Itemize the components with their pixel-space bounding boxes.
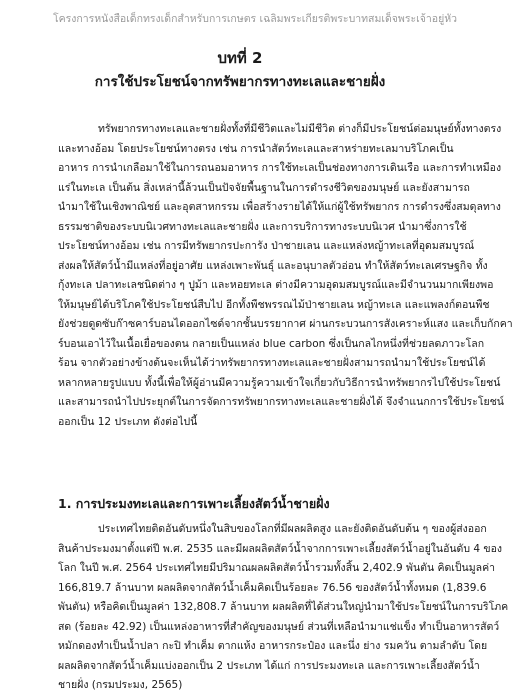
paragraph-line: พันตัน) หรือคิดเป็นมูลค่า 132,808.7 ล้านบาท ผลผลิตที่ได้ส่วนใหญ่นำมาใช้ประโยชน์ในการบริโภค <box>58 601 509 613</box>
paragraph-line: โลก ในปี พ.ศ. 2564 ประเทศไทยมีปริมาณผลผลิตสัตว์น้ำรวมทั้งสิ้น 2,402.9 พันตัน คิดเป็นมูลค่า <box>58 562 496 574</box>
running-header: โครงการหนังสือเด็กทรงเด็กสำหรับการเกษตร เฉลิมพระเกียรติพระบาทสมเด็จพระเจ้าอยู่หัว <box>52 13 458 25</box>
paragraph-line: ผลผลิตจากสัตว์น้ำเค็มแบ่งออกเป็น 2 ประเภท ได้แก่ การประมงทะเล และการเพาะเลี้ยงสัตว์น้ำ <box>58 659 480 672</box>
paragraph-line: หลากหลายรูปแบบ ทั้งนี้เพื่อให้ผู้อ่านมีความรู้ความเข้าใจเกี่ยวกับวิธีการนำทรัพยากรไปใช้ประโยชน์ <box>58 376 501 389</box>
paragraph-line: ธรรมชาติของระบบนิเวศทางทะเลและชายฝั่ง และการบริการทางระบบนิเวศ นำมาซึ่งการใช้ <box>58 220 467 233</box>
paragraph-line: ร้อน จากตัวอย่างข้างต้นจะเห็นได้ว่าทรัพยากรทางทะเลและชายฝั่งสามารถนำมาใช้ประโยชน์ได้ <box>58 357 486 369</box>
paragraph-line: และทางอ้อม โดยประโยชน์ทางตรง เช่น การนำสัตว์ทะเลและสาหร่ายทะเลมาบริโภคเป็น <box>58 142 454 155</box>
paragraph-line: แร่ในทะเล เป็นต้น สิ่งเหล่านี้ล้วนเป็นปัจจัยพื้นฐานในการดำรงชีวิตของมนุษย์ และยังสามารถ <box>58 181 470 194</box>
paragraph-line: ส่งผลให้สัตว์น้ำมีแหล่งที่อยู่อาศัย แหล่งเพาะพันธุ์ และอนุบาลตัวอ่อน ทำให้สัตว์ทะเลเศรษฐกิจ ทั้ง <box>58 259 488 272</box>
paragraph-line: 166,819.7 ล้านบาท ผลผลิตจากสัตว์น้ำเค็มคิดเป็นร้อยละ 76.56 ของสัตว์น้ำทั้งหมด (1,839.6 <box>58 581 487 594</box>
paragraph-line: หมักดองทำเป็นน้ำปลา กะปิ ทำเค็ม ตากแห้ง อาหารกระป๋อง และนึ่ง ย่าง รมควัน ตามลำดับ โดย <box>58 640 488 652</box>
paragraph-line: ทรัพยากรทางทะเลและชายฝั่งทั้งที่มีชีวิตและไม่มีชีวิต ต่างก็มีประโยชน์ต่อมนุษย์ทั้งทางตรง <box>98 123 502 135</box>
paragraph-line: ร์บอนเอาไว้ในเนื้อเยื่อของตน กลายเป็นแหล่ง blue carbon ซึ่งเป็นกลไกหนึ่งที่ช่วยลดภาวะโลก <box>58 337 485 350</box>
paragraph-line: ประโยชน์ทางอ้อม เช่น การมีทรัพยากรปะการัง ป่าชายเลน และแหล่งหญ้าทะเลที่อุดมสมบูรณ์ <box>58 240 475 252</box>
paragraph-line: และสามารถนำไปประยุกต์ในการจัดการทรัพยากรทางทะเลและชายฝั่งได้ จึงจำแนกการใช้ประโยชน์ <box>58 396 504 408</box>
paragraph-line: ให้มนุษย์ได้บริโภคใช้ประโยชน์สืบไป อีกทั้งพืชพรรณไม้ป่าชายเลน หญ้าทะเล และแพลงก์ตอนพืช <box>58 298 490 311</box>
chapter-number: บทที่ 2 <box>217 49 263 67</box>
paragraph-line: ยังช่วยดูดซับก๊าซคาร์บอนไดออกไซด์จากชั้นบรรยากาศ ผ่านกระบวนการสังเคราะห์แสง และเก็บกักคา <box>58 318 513 330</box>
paragraph-line: กุ้งทะเล ปลาทะเลชนิดต่าง ๆ ปูม้า และหอยทะเล ต่างมีความอุดมสมบูรณ์และมีจำนวนมากเพียงพอ <box>58 279 494 291</box>
section-heading: 1. การประมงทะเลและการเพาะเลี้ยงสัตว์น้ำชายฝั่ง <box>58 496 330 511</box>
paragraph-line: ชายฝั่ง (กรมประมง, 2565) <box>58 679 183 691</box>
section-paragraph <box>58 520 509 696</box>
chapter-title: การใช้ประโยชน์จากทรัพยากรทางทะเลและชายฝั่ง <box>94 74 386 90</box>
paragraph-line: อาหาร การนำเกลือมาใช้ในการถนอมอาหาร การใช้ทะเลเป็นช่องทางการเดินเรือ และการทำเหมือง <box>58 162 502 174</box>
paragraph-line: ประเทศไทยติดอันดับหนึ่งในสิบของโลกที่มีผลผลิตสูง และยังติดอันดับต้น ๆ ของผู้ส่งออก <box>98 523 487 535</box>
paragraph-line: ออกเป็น 12 ประเภท ดังต่อไปนี้ <box>58 415 198 428</box>
paragraph-line: สด (ร้อยละ 42.92) เป็นแหล่งอาหารที่สำคัญของมนุษย์ ส่วนที่เหลือนำมาแช่แข็ง ทำเป็นอาหารสัตว์ <box>58 620 500 633</box>
paragraph-line: สินค้าประมงมาตั้งแต่ปี พ.ศ. 2535 และมีผลผลิตสัตว์น้ำจากการเพาะเลี้ยงสัตว์น้ำอยู่ในอันดับ 4 ของ <box>58 542 503 555</box>
intro-paragraph <box>58 120 513 432</box>
paragraph-line: นำมาใช้ในเชิงพาณิชย์ และอุตสาหกรรม เพื่อสร้างรายได้ให้แก่ผู้ใช้ทรัพยากร การดำรงซึ่งสมดุลทาง <box>58 201 501 213</box>
